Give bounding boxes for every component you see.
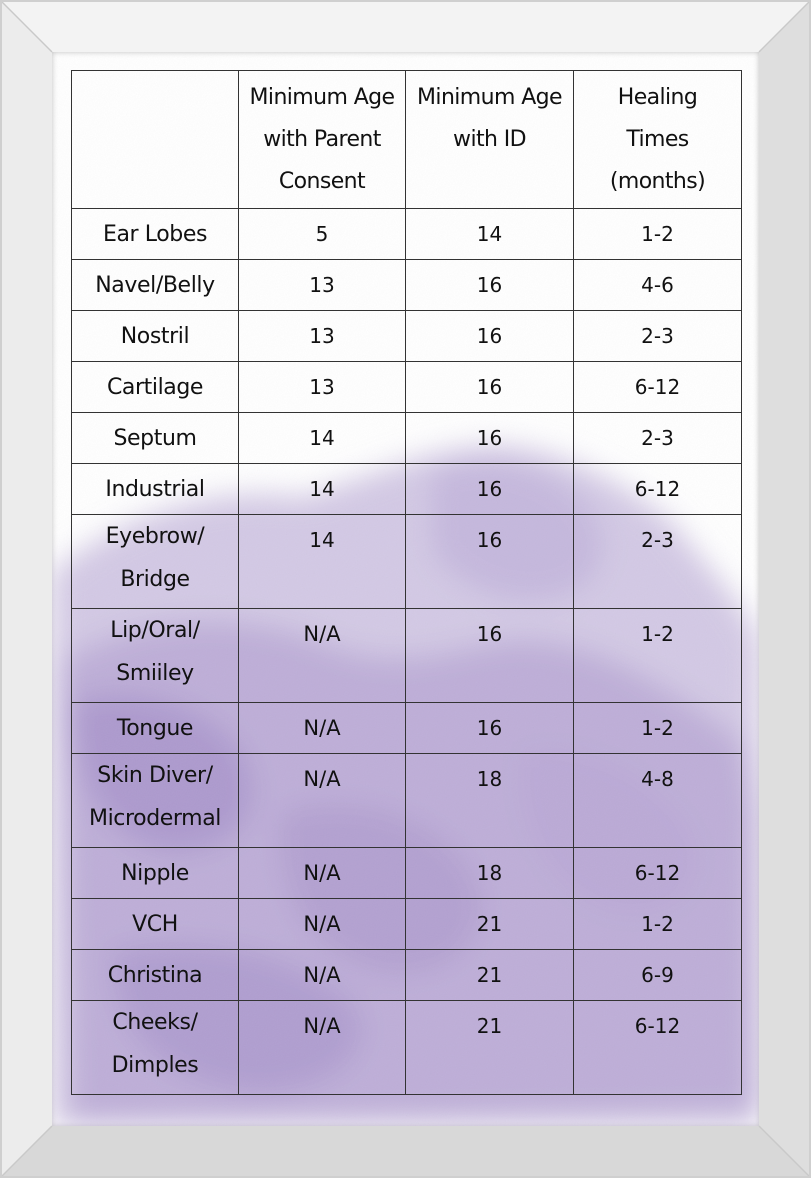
healing-time-cell: 6-12 [574, 362, 742, 413]
piercing-name-cell: Industrial [72, 464, 239, 515]
table-row [72, 311, 742, 362]
piercing-name-cell: Nostril [72, 311, 239, 362]
id-age-cell: 16 [406, 413, 574, 464]
parent-consent-age-cell: 13 [239, 311, 406, 362]
piercing-name-cell: Eyebrow/ Bridge [72, 515, 239, 609]
healing-time-cell: 2-3 [574, 413, 742, 464]
piercing-name-cell: Navel/Belly [72, 260, 239, 311]
healing-time-cell: 1-2 [574, 209, 742, 260]
healing-time-cell: 4-8 [574, 754, 742, 848]
healing-time-cell: 6-9 [574, 950, 742, 1001]
table-row [72, 950, 742, 1001]
table-row [72, 362, 742, 413]
parent-consent-age-cell: N/A [239, 1001, 406, 1095]
healing-time-cell: 1-2 [574, 703, 742, 754]
header-min-age-parent-consent [239, 71, 406, 209]
piercing-name-cell: Lip/Oral/ Smiiley [72, 609, 239, 703]
piercing-name-cell: Cartilage [72, 362, 239, 413]
id-age-cell: 14 [406, 209, 574, 260]
piercing-name-cell: Skin Diver/ Microdermal [72, 754, 239, 848]
id-age-cell: 18 [406, 754, 574, 848]
piercing-name-cell: Nipple [72, 848, 239, 899]
piercing-name-cell: Christina [72, 950, 239, 1001]
id-age-cell: 21 [406, 899, 574, 950]
id-age-cell: 16 [406, 464, 574, 515]
table-row [72, 703, 742, 754]
piercing-name-cell: Septum [72, 413, 239, 464]
parent-consent-age-cell: N/A [239, 848, 406, 899]
parent-consent-age-cell: N/A [239, 950, 406, 1001]
id-age-cell: 16 [406, 260, 574, 311]
header-line: Minimum Age [417, 84, 562, 110]
table-row [72, 464, 742, 515]
id-age-cell: 16 [406, 609, 574, 703]
healing-time-cell: 4-6 [574, 260, 742, 311]
table-row [72, 260, 742, 311]
healing-time-cell: 6-12 [574, 464, 742, 515]
header-line: Consent [278, 168, 366, 194]
piercing-name-cell: Ear Lobes [72, 209, 239, 260]
header-line: Minimum Age [249, 84, 395, 110]
header-healing-times [574, 71, 742, 209]
table-row [72, 754, 742, 848]
table-row [72, 515, 742, 609]
id-age-cell: 18 [406, 848, 574, 899]
healing-time-cell: 2-3 [574, 311, 742, 362]
header-line: Healing [617, 84, 698, 110]
table-card [52, 52, 759, 1126]
healing-time-cell: 1-2 [574, 609, 742, 703]
header-line: with Parent [263, 126, 381, 152]
header-line: (months) [609, 168, 706, 194]
header-min-age-with-id [406, 71, 574, 209]
healing-time-cell: 6-12 [574, 1001, 742, 1095]
piercing-age-table [71, 70, 742, 1095]
parent-consent-age-cell: N/A [239, 754, 406, 848]
parent-consent-age-cell: 13 [239, 362, 406, 413]
table-row [72, 1001, 742, 1095]
parent-consent-age-cell: 5 [239, 209, 406, 260]
header-line: with ID [453, 126, 526, 152]
table-row [72, 413, 742, 464]
healing-time-cell: 6-12 [574, 848, 742, 899]
piercing-name-cell: Tongue [72, 703, 239, 754]
id-age-cell: 16 [406, 703, 574, 754]
table-row [72, 209, 742, 260]
table-row [72, 899, 742, 950]
id-age-cell: 16 [406, 515, 574, 609]
id-age-cell: 21 [406, 950, 574, 1001]
parent-consent-age-cell: 14 [239, 413, 406, 464]
header-line: Times [626, 126, 689, 152]
header-line [406, 161, 573, 203]
healing-time-cell: 2-3 [574, 515, 742, 609]
header-row [72, 71, 742, 209]
healing-time-cell: 1-2 [574, 899, 742, 950]
piercing-name-cell: Cheeks/ Dimples [72, 1001, 239, 1095]
header-empty-cell [72, 71, 239, 209]
parent-consent-age-cell: 14 [239, 515, 406, 609]
table-row [72, 848, 742, 899]
id-age-cell: 16 [406, 311, 574, 362]
parent-consent-age-cell: 14 [239, 464, 406, 515]
piercing-name-cell: VCH [72, 899, 239, 950]
parent-consent-age-cell: 13 [239, 260, 406, 311]
table-row [72, 609, 742, 703]
id-age-cell: 21 [406, 1001, 574, 1095]
parent-consent-age-cell: N/A [239, 703, 406, 754]
id-age-cell: 16 [406, 362, 574, 413]
parent-consent-age-cell: N/A [239, 899, 406, 950]
parent-consent-age-cell: N/A [239, 609, 406, 703]
